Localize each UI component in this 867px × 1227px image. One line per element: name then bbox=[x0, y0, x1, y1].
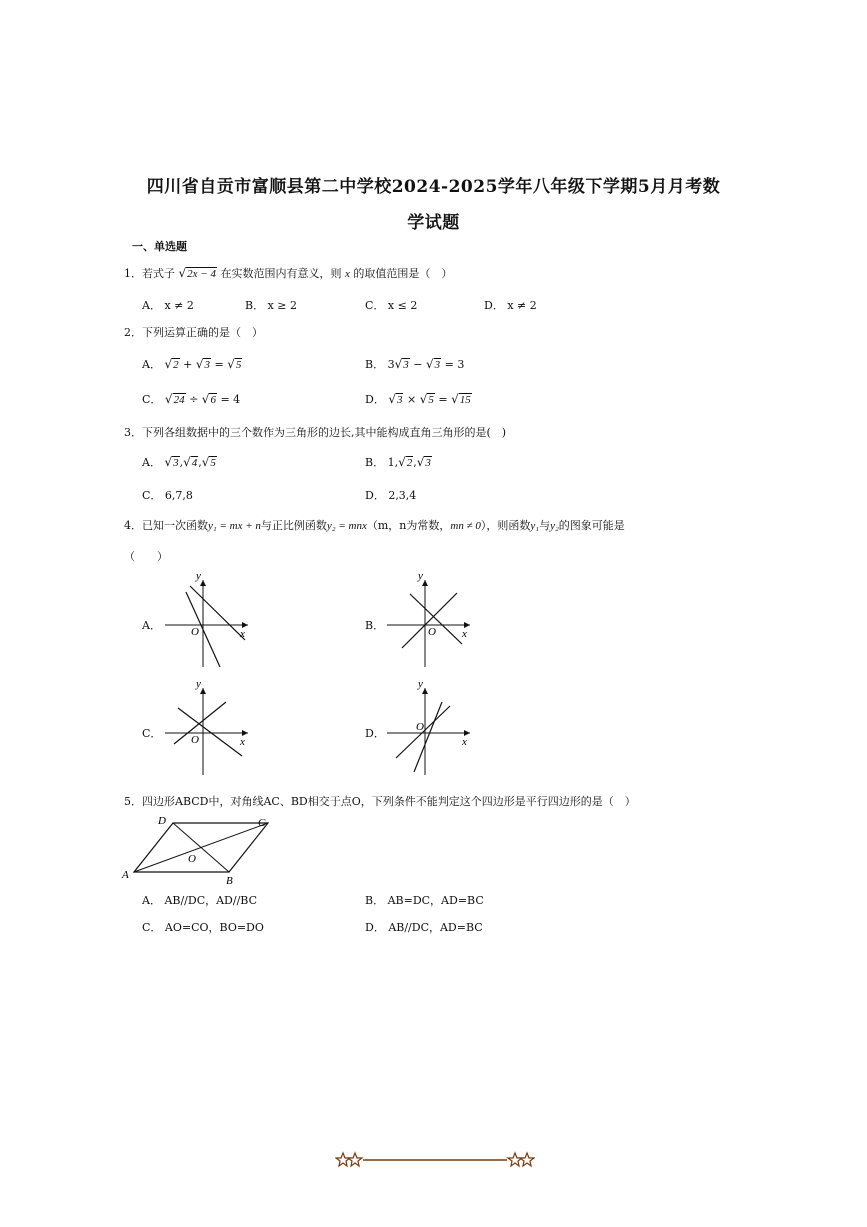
question-4-stem-line2: （ ） bbox=[124, 550, 168, 563]
vertex-a-label: A bbox=[122, 869, 129, 881]
q2-option-d[interactable] bbox=[365, 391, 472, 407]
sqrt-icon: √ bbox=[178, 266, 187, 280]
q4-stem-e: 与 bbox=[539, 519, 551, 532]
sqrt-icon: √ bbox=[201, 392, 210, 406]
q1-option-b[interactable]: B． x ≥ 2 bbox=[245, 299, 297, 312]
vertex-d-label: D bbox=[158, 815, 166, 827]
q2-a-op: + bbox=[183, 358, 193, 371]
q4-f1: y₁ = mx + n bbox=[208, 520, 261, 532]
sqrt-icon: √ bbox=[419, 392, 428, 406]
sqrt-icon: √ bbox=[164, 392, 173, 406]
q3-a-v3: 5 bbox=[210, 457, 216, 469]
star-icon bbox=[508, 1153, 522, 1166]
section-heading: 一、单选题 bbox=[132, 240, 187, 253]
q2-a-r3: 5 bbox=[235, 359, 242, 371]
q2-c-r2: 6 bbox=[210, 394, 216, 406]
origin-label: O bbox=[428, 626, 436, 638]
q1-option-c[interactable]: C． x ≤ 2 bbox=[365, 299, 418, 312]
q2-b-coef: 3 bbox=[387, 358, 395, 371]
sqrt-icon: √ bbox=[451, 392, 459, 406]
q2-c-label: C． bbox=[142, 393, 162, 406]
q5-option-a[interactable]: A． AB//DC，AD//BC bbox=[142, 894, 257, 907]
star-icon bbox=[336, 1153, 350, 1166]
q5-option-c[interactable]: C． AO=CO，BO=DO bbox=[142, 921, 264, 934]
sqrt-icon: √ bbox=[394, 357, 403, 371]
graph-line-1 bbox=[410, 594, 462, 644]
y-arrow-icon bbox=[422, 688, 428, 694]
q3-option-b[interactable]: B． 1,√2,√3 bbox=[365, 455, 431, 469]
title-line-1: 四川省自贡市富顺县第二中学校2024-2025学年八年级下学期5月月考数 bbox=[146, 177, 721, 197]
x-label: x bbox=[240, 736, 245, 748]
q4-f2: y₂ = mnx bbox=[326, 520, 367, 532]
sqrt-icon: √ bbox=[183, 455, 191, 469]
q2-option-a[interactable] bbox=[142, 356, 242, 372]
title-line-2: 学试题 bbox=[407, 213, 460, 233]
star-icon bbox=[348, 1153, 362, 1166]
y-arrow-icon bbox=[422, 580, 428, 586]
center-o-label: O bbox=[188, 853, 196, 865]
x-label: x bbox=[462, 736, 467, 748]
q3-option-d[interactable]: D． 2,3,4 bbox=[365, 489, 417, 502]
y-label: y bbox=[196, 572, 201, 582]
q2-d-r2: 5 bbox=[428, 394, 434, 406]
q1-stem-pre: 1．若式子 bbox=[124, 267, 175, 280]
q4-stem-c: （m，n为常数， bbox=[366, 519, 451, 532]
q4-stem-a: 4．已知一次函数 bbox=[124, 519, 208, 532]
q4-option-a[interactable]: A． bbox=[142, 619, 161, 632]
q2-b-op: − bbox=[413, 358, 423, 371]
sqrt-icon: √ bbox=[201, 455, 210, 469]
q3-b-v2: 3 bbox=[425, 457, 431, 469]
q4-stem-d: ），则函数 bbox=[480, 519, 531, 532]
q3-option-c[interactable]: C． 6,7,8 bbox=[142, 489, 193, 502]
q4-option-b[interactable]: B． bbox=[365, 619, 385, 632]
sqrt-icon: √ bbox=[425, 357, 434, 371]
q1-option-d[interactable]: D． x ≠ 2 bbox=[484, 299, 537, 312]
diagonal-bd bbox=[173, 823, 229, 872]
origin-label: O bbox=[191, 626, 199, 638]
y-arrow-icon bbox=[200, 688, 206, 694]
sqrt-icon: √ bbox=[398, 455, 406, 469]
q2-b-r1: 3 bbox=[403, 359, 409, 371]
q3-a-label: A． bbox=[142, 456, 161, 469]
q1-stem-mid: 在实数范围内有意义，则 bbox=[220, 267, 342, 280]
q4-graph-a bbox=[160, 572, 260, 672]
q4-y2: y₂ bbox=[550, 520, 559, 532]
graph-line-2 bbox=[402, 593, 457, 648]
q2-b-res: = 3 bbox=[444, 358, 465, 371]
y-arrow-icon bbox=[200, 580, 206, 586]
origin-label: O bbox=[191, 734, 199, 746]
q4-option-d[interactable]: D． bbox=[365, 727, 385, 740]
q2-d-res: 15 bbox=[459, 394, 471, 406]
q1-stem-post: 的取值范围是（ ） bbox=[353, 267, 453, 280]
q2-a-r2: 3 bbox=[204, 359, 210, 371]
q4-option-c[interactable]: C． bbox=[142, 727, 162, 740]
y-label: y bbox=[418, 572, 423, 582]
q1-option-a[interactable]: A． x ≠ 2 bbox=[142, 299, 194, 312]
q4-graph-c bbox=[160, 680, 260, 780]
q2-a-label: A． bbox=[142, 358, 161, 371]
y-label: y bbox=[196, 680, 201, 690]
q4-graph-d bbox=[382, 680, 482, 780]
question-3-stem: 3．下列各组数据中的三个数作为三角形的边长,其中能构成直角三角形的是( ) bbox=[124, 426, 507, 439]
sqrt-icon: √ bbox=[227, 357, 235, 371]
q5-option-d[interactable]: D． AB//DC，AD=BC bbox=[365, 921, 483, 934]
q2-c-res: = 4 bbox=[220, 393, 241, 406]
q1-var: x bbox=[344, 268, 350, 280]
q2-option-c[interactable] bbox=[142, 391, 240, 407]
footer-ornament bbox=[335, 1150, 535, 1170]
q2-c-r1: 24 bbox=[173, 394, 185, 406]
q4-y1: y₁ bbox=[530, 520, 540, 532]
x-label: x bbox=[240, 628, 245, 640]
q3-a-v2: 4 bbox=[191, 457, 198, 469]
q2-d-r1: 3 bbox=[396, 394, 403, 406]
x-label: x bbox=[462, 628, 467, 640]
sqrt-icon: √ bbox=[388, 392, 396, 406]
sqrt-icon: √ bbox=[195, 357, 204, 371]
q2-c-op: ÷ bbox=[189, 393, 199, 406]
vertex-c-label: C bbox=[258, 817, 266, 829]
q5-option-b[interactable]: B． AB=DC，AD=BC bbox=[365, 894, 484, 907]
question-1-stem bbox=[124, 265, 452, 281]
q4-stem-f: 的图象可能是 bbox=[558, 519, 625, 532]
q2-d-op: × bbox=[406, 393, 417, 406]
q1-radicand: 2x − 4 bbox=[187, 268, 216, 280]
q4-graph-b bbox=[382, 572, 482, 672]
q2-d-eq: = bbox=[438, 393, 448, 406]
y-label: y bbox=[418, 680, 423, 690]
question-2-stem: 2．下列运算正确的是（ ） bbox=[124, 326, 263, 339]
sqrt-icon: √ bbox=[164, 455, 173, 469]
vertex-b-label: B bbox=[226, 875, 233, 885]
q3-a-v1: 3 bbox=[173, 457, 179, 469]
question-5-stem: 5．四边形ABCD中，对角线AC、BD相交于点O，下列条件不能判定这个四边形是平行四边形的是（ ） bbox=[124, 795, 636, 808]
q4-cond: mn ≠ 0 bbox=[450, 520, 481, 532]
q2-option-b[interactable] bbox=[365, 356, 464, 372]
sqrt-icon: √ bbox=[416, 455, 425, 469]
q3-b-v1: 2 bbox=[406, 457, 413, 469]
q5-parallelogram-figure bbox=[118, 810, 278, 885]
q2-b-label: B． bbox=[365, 358, 385, 371]
star-icon bbox=[520, 1153, 534, 1166]
q2-b-r2: 3 bbox=[434, 359, 441, 371]
sqrt-icon: √ bbox=[164, 357, 173, 371]
q2-d-label: D． bbox=[365, 393, 385, 406]
q4-stem-b: 与正比例函数 bbox=[260, 519, 327, 532]
q2-a-r1: 2 bbox=[173, 359, 179, 371]
question-4-stem bbox=[124, 517, 625, 533]
q2-a-eq: = bbox=[214, 358, 224, 371]
q3-option-a[interactable]: A． √3,√4,√5 bbox=[142, 455, 216, 469]
origin-label: O bbox=[416, 721, 424, 733]
q3-b-label: B． 1, bbox=[365, 456, 399, 469]
